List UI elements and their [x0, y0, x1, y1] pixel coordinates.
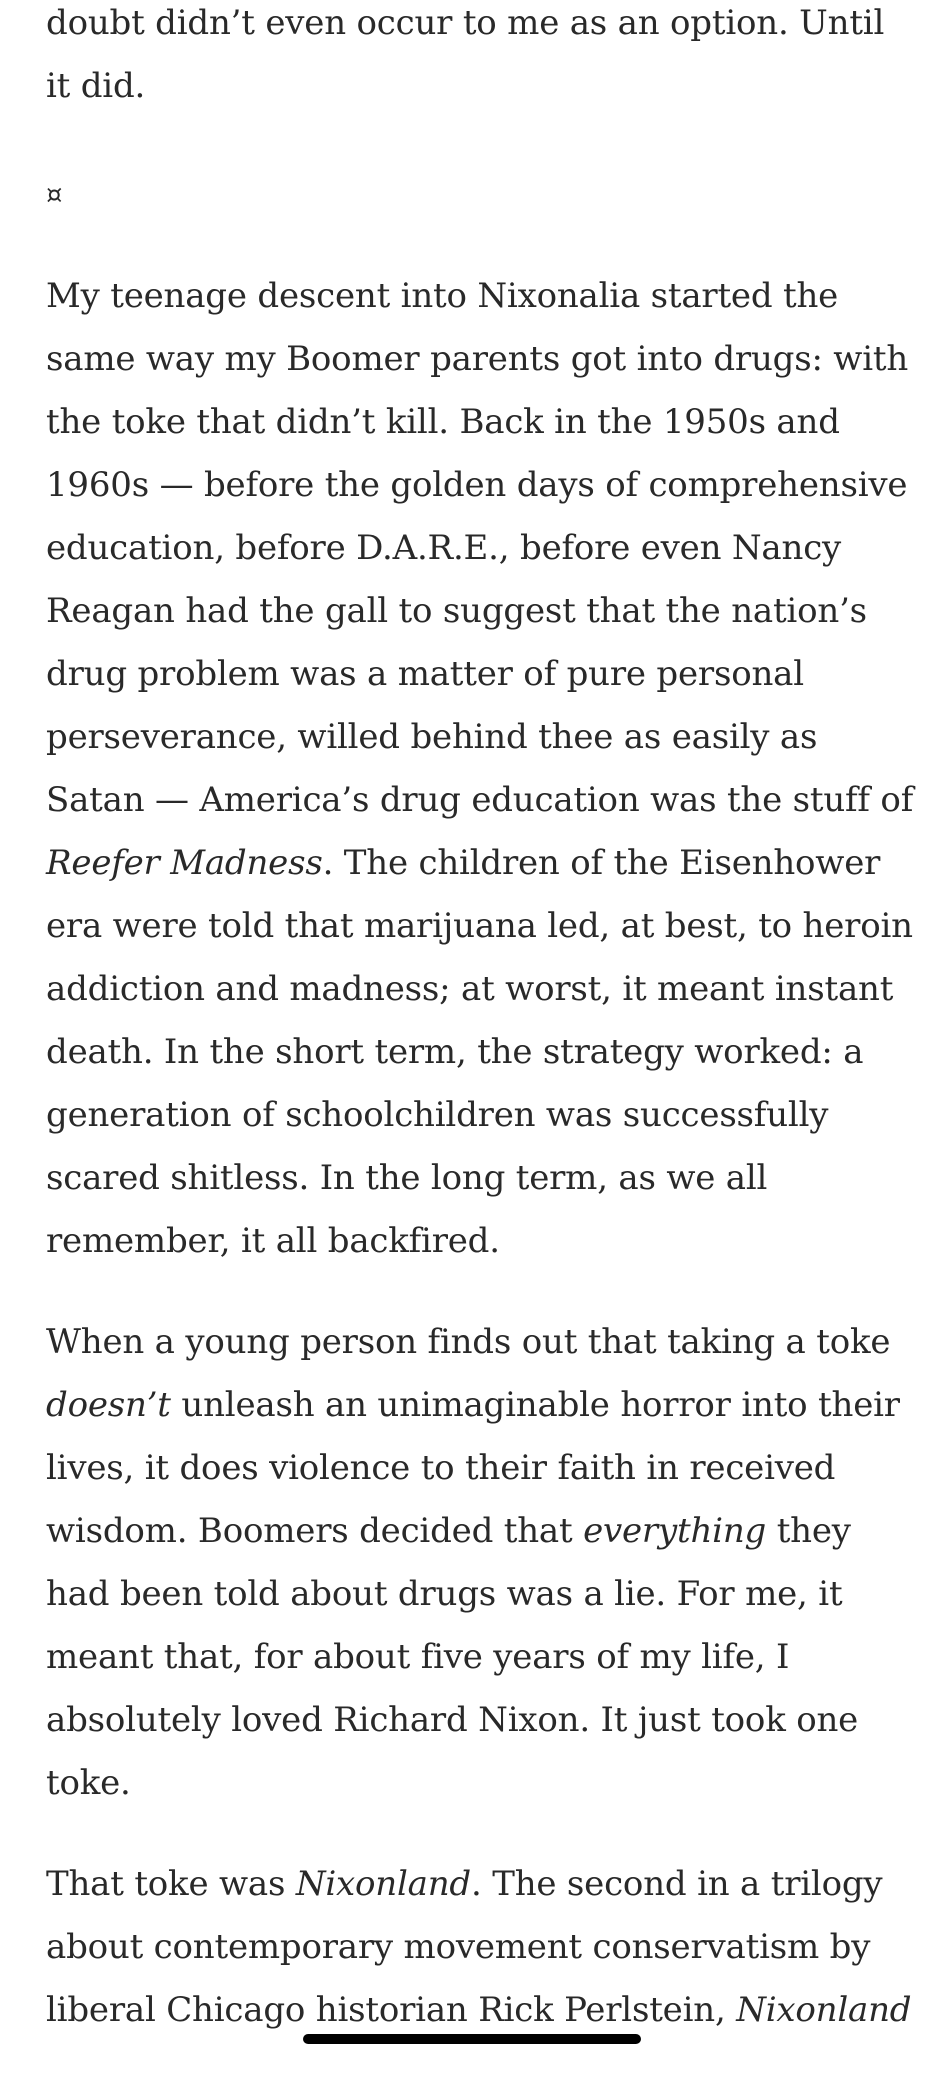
article-body: [46, 0, 916, 2080]
emphasis-nixonland-2: Nixonland: [736, 1990, 912, 2030]
paragraph-nixonland: [46, 1853, 916, 2042]
paragraph-nixonalia: [46, 265, 916, 1273]
paragraph-text: unleash an unimaginable horror into their lives, it does violence to their faith in received wisdom. Boomers decided that: [46, 1385, 900, 1551]
emphasis-nixonland: Nixonland: [295, 1864, 471, 1904]
home-indicator-bar[interactable]: [303, 2034, 641, 2044]
emphasis-doesnt: doesn’t: [46, 1385, 171, 1425]
emphasis-everything: everything: [583, 1511, 767, 1551]
section-separator-icon: ¤: [46, 180, 63, 210]
paragraph-text: . The children of the Eisenhower era were told that marijuana led, at best, to heroin addiction and madness; at worst, it meant instant death. In the short term, the strategy worked: a generation of schoolchildren was successfully scared shitless. In the long term, as we all remember, it all backfired.: [46, 843, 913, 1261]
paragraph-text: . The second in a trilogy about contemporary movement conservatism by liberal Chicago historian Rick Perlstein,: [46, 1864, 883, 2030]
paragraph-intro-end: [46, 0, 916, 118]
paragraph-text: When a young person finds out that taking a toke: [46, 1322, 891, 1362]
paragraph-text: That toke was: [46, 1864, 296, 1904]
emphasis-reefer-madness: Reefer Madness: [46, 843, 323, 883]
paragraph-text: they had been told about drugs was a lie. For me, it meant that, for about five years of my life, I absolutely loved Richard Nixon. It just took one toke.: [46, 1511, 859, 1803]
paragraph-young-person: [46, 1311, 916, 1815]
paragraph-text: doubt didn’t even occur to me as an option. Until it did.: [46, 3, 885, 106]
paragraph-text: My teenage descent into Nixonalia started the same way my Boomer parents got into drugs: with the toke that didn’t kill. Back in the 1950s and 1960s — before the golden days of comprehensive education, before D.A.R.E., before even Nancy Reagan had the gall to suggest that the nation’s drug problem was a matter of pure personal perseverance, willed behind thee as easily as Satan — America’s drug education was the stuff of: [46, 276, 914, 820]
